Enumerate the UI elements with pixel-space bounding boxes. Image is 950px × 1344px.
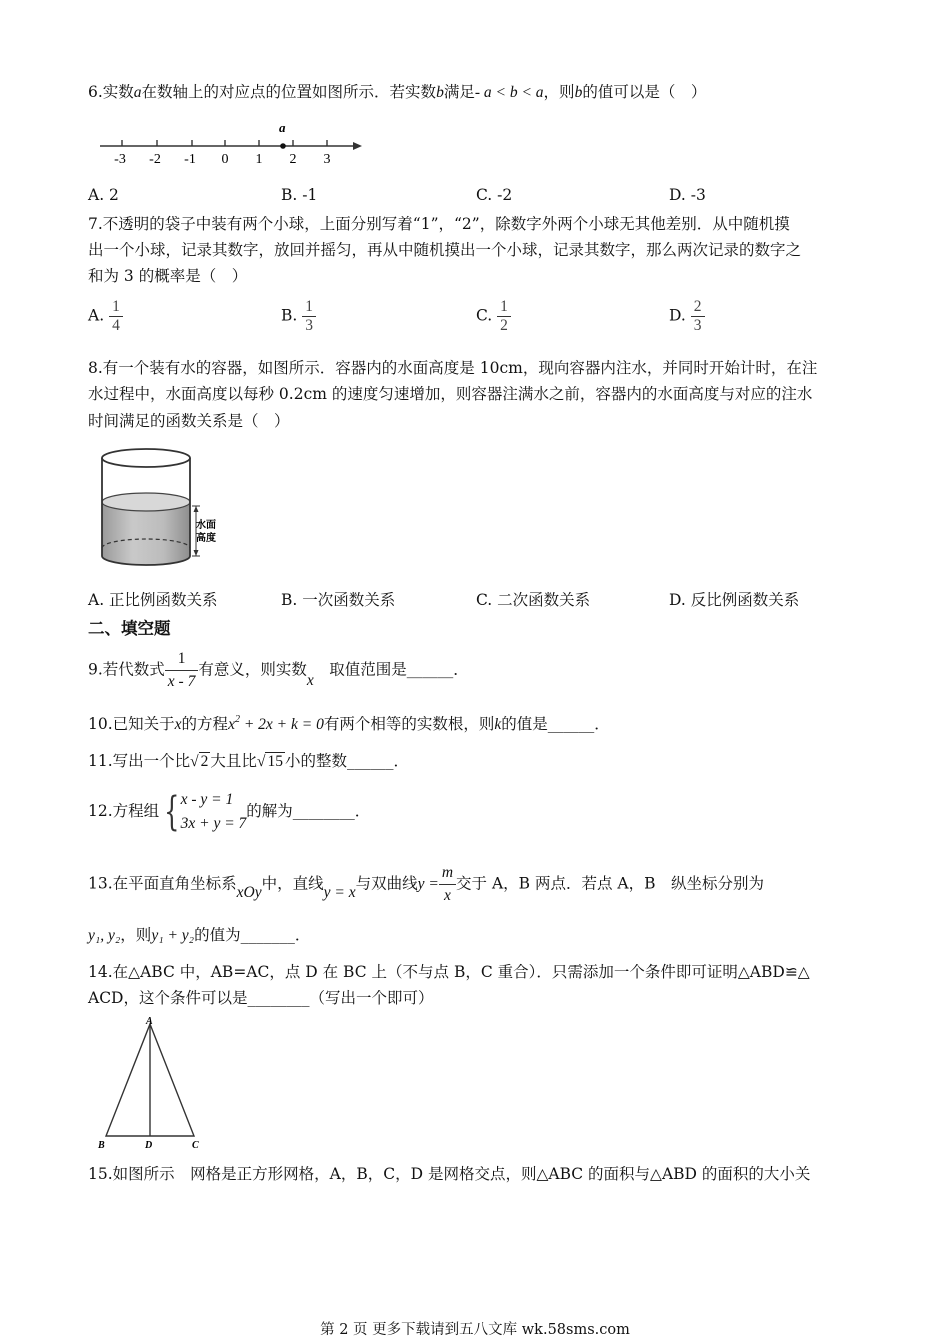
q7-line1: 7.不透明的袋子中装有两个小球，上面分别写着“1”，“2”，除数字外两个小球无其他差别．从中随机摸 [88, 215, 790, 233]
option-label: A. [88, 306, 105, 325]
q10-eq-x: x [228, 716, 235, 733]
q11-text-mid: 大且比 [210, 752, 257, 770]
water-container-figure [96, 444, 232, 568]
q9-var-x: x [306, 671, 314, 689]
q8-option-d[interactable]: D. 反比例函数关系 [669, 591, 800, 609]
fraction-denominator: 3 [691, 316, 705, 335]
q6-stem [88, 82, 706, 103]
vertex-label-a: A [146, 1016, 153, 1027]
q13-sum: y₁ + y₂ [151, 927, 195, 944]
q13-text-mid2: 与双曲线 [355, 874, 418, 893]
q9-text-mid: 有意义，则实数 [198, 660, 307, 679]
triangle-figure [92, 1014, 212, 1156]
sqrt-two: √ 2 [190, 753, 209, 770]
equation-1: x - y = 1 [180, 791, 234, 808]
q12-text-post: 的解为________． [246, 802, 371, 820]
q13-hyperbola-y: y = [417, 875, 439, 893]
q7-option-b[interactable] [281, 298, 316, 335]
q8-line1: 8.有一个装有水的容器，如图所示．容器内的水面高度是 10cm，现向容器内注水，并同时开始计时，在注 [88, 359, 818, 377]
q7-line2: 出一个小球，记录其数字，放回并摇匀，再从中随机摸出一个小球，记录其数字，那么两次记录的数字之 [88, 241, 802, 259]
page-footer: 第 2 页 更多下载请到五八文库 wk.58sms.com [320, 1322, 630, 1338]
figure-label-height: 高度 [196, 533, 216, 544]
tick-label: 3 [323, 152, 331, 167]
q13-line2 [88, 925, 310, 946]
q8-option-b[interactable]: B. 一次函数关系 [281, 591, 396, 609]
equation-system [181, 788, 247, 836]
fraction-denominator: 4 [109, 316, 123, 335]
q9-stem [88, 648, 469, 693]
tick-label: -1 [184, 152, 196, 167]
q11-text-pre: 11.写出一个比 [88, 752, 191, 770]
brace-icon: { [164, 789, 180, 835]
number-line-figure [96, 118, 368, 168]
q13-text-line2-mid: ，则 [120, 926, 152, 944]
q6-condition: - a < b < a [474, 84, 544, 101]
option-label: B. [281, 306, 298, 325]
fraction-denominator: 3 [302, 316, 316, 335]
q8-line2: 水过程中，水面高度以每秒 0.2cm 的速度匀速增加，则容器注满水之前，容器内的水面高度与对应的注水 [88, 385, 813, 403]
sqrt-fifteen: √ 15 [256, 753, 283, 770]
q14-line1: 14.在△ABC 中，AB=AC，点 D 在 BC 上（不与点 B，C 重合）．只需添加一个条件即可证明△ABD≌△ [88, 963, 810, 981]
q13-vars: y₁, y₂ [88, 927, 121, 944]
vertex-label-c: C [192, 1140, 199, 1151]
option-label: D. [669, 306, 686, 325]
point-a-label: a [279, 120, 286, 135]
q9-text-pre: 9.若代数式 [88, 660, 165, 679]
tick-label: 1 [255, 152, 263, 167]
option-label: C. [476, 306, 493, 325]
q6-option-c[interactable]: C. -2 [476, 186, 513, 204]
q6-text-mid1: 在数轴上的对应点的位置如图所示．若实数 [141, 83, 437, 101]
vertex-label-d: D [145, 1140, 153, 1151]
figure-label-water: 水面 [196, 520, 216, 531]
q7-option-a[interactable] [88, 298, 123, 335]
q10-text-mid: 的方程 [181, 715, 229, 733]
q10-text-post1: 有两个相等的实数根，则 [323, 715, 495, 733]
fraction-numerator: 1 [112, 298, 120, 315]
q7-line3: 和为 3 的概率是（ ） [88, 267, 248, 285]
q6-var-b: b [436, 84, 444, 101]
q13-stem [88, 862, 764, 907]
radicand: 15 [267, 753, 283, 770]
tick-label: 0 [221, 152, 229, 167]
fraction-numerator: 1 [305, 298, 314, 315]
tick-label: -3 [114, 152, 126, 167]
q6-option-d[interactable]: D. -3 [669, 186, 706, 204]
q10-eq-rest: + 2x + k = 0 [239, 716, 324, 733]
point-a-dot [280, 143, 286, 149]
q13-text-pre: 13.在平面直角坐标系 [88, 874, 237, 893]
q6-text-post: 的值可以是（ ） [582, 83, 707, 101]
tick-label: 2 [289, 152, 297, 167]
section-heading: 二、填空题 [88, 619, 171, 638]
q15-line1: 15.如图所示 网格是正方形网格，A，B，C，D 是网格交点，则△ABC 的面积与△ABD 的面积的大小关 [88, 1165, 811, 1183]
q6-var-a: a [133, 84, 142, 101]
q6-text-pre: 6.实数 [88, 83, 134, 101]
q13-text-mid1: 中，直线 [261, 874, 324, 893]
q11-text-post: 小的整数______． [284, 752, 409, 770]
q10-stem [88, 710, 610, 735]
q12-stem [88, 788, 370, 836]
q13-text-post: 交于 A，B 两点．若点 A，B 纵坐标分别为 [456, 874, 764, 893]
fraction-numerator: 1 [500, 298, 508, 315]
q13-text-line2-post: 的值为_______． [194, 926, 311, 944]
fraction-numerator: 1 [177, 650, 186, 667]
q7-option-d[interactable] [669, 298, 705, 335]
fraction-numerator: m [441, 864, 454, 881]
q10-var-x: x [174, 716, 182, 733]
q6-var-b2: b [574, 84, 583, 101]
q7-option-c[interactable] [476, 298, 511, 335]
fraction-denominator: x - 7 [165, 670, 199, 693]
vertex-label-b: B [98, 1140, 105, 1151]
q6-text-mid3: ，则 [543, 83, 575, 101]
q10-text-pre: 10.已知关于 [88, 715, 175, 733]
q14-line2: ACD，这个条件可以是________（写出一个即可） [88, 989, 434, 1007]
radicand: 2 [200, 753, 209, 770]
q13-line-eq: y = x [323, 883, 356, 901]
fraction-denominator: x [439, 884, 456, 907]
q9-text-post: 取值范围是______． [313, 660, 469, 679]
q8-option-c[interactable]: C. 二次函数关系 [476, 591, 591, 609]
q6-option-a[interactable]: A. 2 [88, 186, 119, 204]
q10-var-k: k [494, 716, 502, 733]
q6-text-mid2: 满足 [443, 83, 475, 101]
tick-label: -2 [149, 152, 161, 167]
q10-eq-exponent: 2 [234, 714, 240, 725]
fraction-denominator: 2 [497, 316, 511, 335]
q11-stem [88, 751, 409, 772]
equation-2: 3x + y = 7 [180, 815, 247, 832]
q13-coord-system: xOy [236, 883, 262, 901]
q12-text-pre: 12.方程组 [88, 802, 160, 820]
q8-line3: 时间满足的函数关系是（ ） [88, 412, 290, 430]
q10-text-post2: 的值是______． [501, 715, 610, 733]
q8-option-a[interactable]: A. 正比例函数关系 [88, 591, 218, 609]
fraction-numerator: 2 [693, 298, 702, 315]
q6-option-b[interactable]: B. -1 [281, 186, 318, 204]
